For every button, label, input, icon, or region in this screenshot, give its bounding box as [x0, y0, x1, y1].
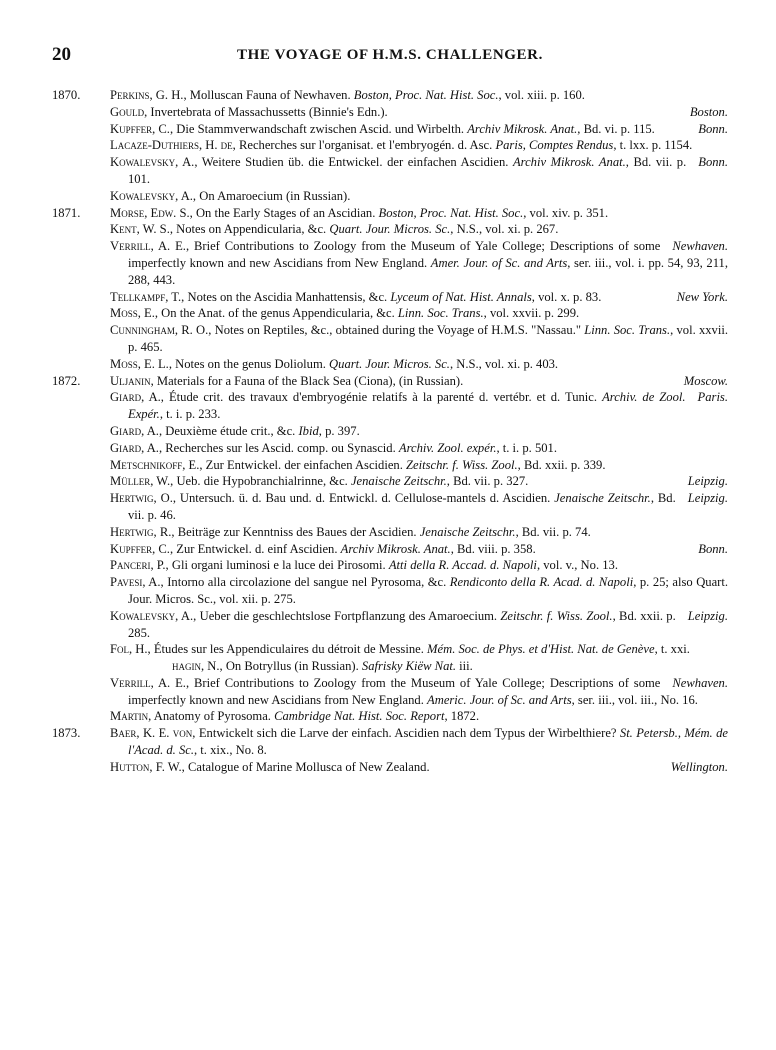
entry-body: [110, 322, 728, 356]
entry-citation: , Bd. xxii. p. 339.: [517, 457, 606, 472]
entry-citation: , vol. xxvii. p. 299.: [483, 306, 580, 321]
entry-citation: , t. xxi.: [654, 642, 690, 657]
entry-source: Quart. Jour. Micros. Sc.: [329, 222, 451, 237]
entry-title: Zur Entwickel. d. einf Ascidien.: [173, 541, 341, 556]
entry-body: [110, 641, 728, 658]
entry-source: Americ. Jour. of Sc. and Arts: [427, 692, 572, 707]
entry-author: Verrill, A. E.,: [110, 675, 190, 690]
bibliography-entry: [52, 356, 728, 373]
entry-body: [110, 524, 728, 541]
entry-place: Bonn.: [698, 121, 728, 136]
bibliography-entry: [52, 641, 728, 658]
bibliography-entry: [52, 759, 728, 776]
entry-place: Newhaven.: [672, 239, 728, 254]
bibliography-entry: [52, 137, 728, 154]
entry-body: [110, 87, 728, 104]
entry-year: 1870.: [52, 88, 81, 102]
entry-citation: , vol. v., No. 13.: [536, 558, 618, 573]
entry-body: [110, 557, 728, 574]
entry-author: Fol, H.,: [110, 642, 151, 657]
bibliography-entry: [52, 389, 728, 423]
entry-source: Cambridge Nat. Hist. Soc. Report: [274, 709, 445, 724]
entry-body: [110, 675, 728, 709]
entry-source: Rendiconto della R. Acad. d. Napoli: [449, 575, 634, 590]
entry-title: Études sur les Appendiculaires du détroit de Messine.: [150, 642, 428, 657]
bibliography-entry: [52, 238, 728, 288]
entry-body: [110, 457, 728, 474]
entry-place: New York.: [676, 289, 728, 304]
entry-citation: , N.S., vol. xi. p. 267.: [450, 222, 559, 237]
bibliography-entry: [52, 541, 728, 558]
entry-author: Kupffer, C.,: [110, 121, 174, 136]
entry-citation: , t. xix., No. 8.: [194, 743, 267, 758]
entry-title: Notes on the Ascidia Manhattensis, &c.: [184, 289, 391, 304]
entry-title: Ueber die geschlechtslose Fortpflanzung des Amaroecium.: [196, 608, 501, 623]
entry-author: Verrill, A. E.,: [110, 239, 190, 254]
entry-citation: , Bd. vii. p. 46.: [128, 491, 676, 522]
bibliography-entry: [52, 154, 728, 188]
entry-body: [110, 121, 728, 138]
entry-year: 1871.: [52, 205, 81, 220]
entry-source: Archiv. Zool. expér.: [398, 440, 497, 455]
entry-source: Paris, Comptes Rendus: [495, 138, 614, 153]
entry-author: Giard, A.,: [110, 440, 163, 455]
entry-author: Kupffer, C.,: [110, 541, 174, 556]
entry-author: Gould,: [110, 104, 148, 119]
entry-citation: iii.: [456, 659, 473, 674]
entry-body: [110, 154, 728, 188]
entry-citation: , Bd. viii. p. 358.: [450, 541, 536, 556]
entry-body: [110, 389, 728, 423]
entry-title: Recherches sur l'organisat. et l'embryogén. d. Asc.: [235, 138, 496, 153]
entry-author: Kowalevsky, A.,: [110, 155, 198, 170]
entry-title: Brief Contributions to Zoology from the Museum of Yale College; Descriptions of some imperfectly known and new Ascidians from New England.: [128, 675, 661, 707]
entry-citation: , Bd. vii. p. 101.: [128, 155, 687, 186]
entry-author: Hutton, F. W.,: [110, 759, 185, 774]
entry-body: [110, 708, 728, 725]
bibliography-entry: [52, 725, 728, 759]
entry-author: Cunningham, R. O.,: [110, 323, 212, 338]
entry-citation: , t. lxx. p. 1154.: [613, 138, 693, 153]
entry-title: Notes on Appendicularia, &c.: [173, 222, 330, 237]
entry-source: Zeitschr. f. Wiss. Zool.: [406, 457, 518, 472]
entry-year: 1873.: [52, 726, 81, 741]
entry-citation: , ser. iii., vol. iii., No. 16.: [571, 692, 698, 707]
entry-source: Atti della R. Accad. d. Napoli: [388, 558, 537, 573]
entry-author: Lacaze-Duthiers, H. de,: [110, 138, 236, 153]
bibliography-entry: [52, 121, 728, 138]
entry-author: Baer, K. E. von,: [110, 726, 196, 741]
entry-body: [110, 373, 728, 390]
entry-source: Zeitschr. f. Wiss. Zool.: [500, 608, 613, 623]
entry-title: Deuxième étude crit., &c.: [162, 423, 299, 438]
entry-title: Invertebrata of Massachussetts (Binnie's Edn.).: [147, 104, 388, 119]
entry-citation: , ser. iii., vol. i. pp. 54, 93, 211, 288, 443.: [128, 255, 728, 287]
entry-author: Pavesi, A.,: [110, 575, 164, 590]
entry-title: On the Early Stages of an Ascidian.: [192, 205, 379, 220]
entry-author: Hertwig, R.,: [110, 524, 175, 539]
entry-author: Kowalevsky, A.,: [110, 188, 197, 203]
entry-title: Entwickelt sich die Larve der einfach. Ascidien nach dem Typus der Wirbelthiere?: [195, 726, 620, 741]
bibliography-entry: [52, 557, 728, 574]
entry-title: Beiträge zur Kenntniss des Baues der Ascidien.: [174, 524, 420, 539]
entry-source: Boston, Proc. Nat. Hist. Soc.: [378, 205, 524, 220]
entry-body: [110, 356, 728, 373]
entry-source: Quart. Jour. Micros. Sc.: [329, 356, 450, 371]
entry-title: Intorno alla circolazione del sangue nel Pyrosoma, &c.: [163, 575, 450, 590]
entry-place: Bonn.: [698, 155, 728, 170]
entry-body: [110, 473, 728, 490]
entry-source: Safrisky Kiëw Nat.: [361, 659, 457, 674]
entry-author: Tellkampf, T.,: [110, 289, 185, 304]
entry-citation: , vol. xxvii. p. 465.: [128, 323, 728, 354]
entry-citation: , Bd. vii. p. 327.: [446, 474, 529, 489]
entry-author: Giard, A.,: [110, 390, 164, 405]
entry-place: Boston.: [689, 104, 728, 119]
entry-citation: , t. i. p. 501.: [496, 440, 557, 455]
entry-source: Boston, Proc. Nat. Hist. Soc.: [353, 88, 499, 102]
entry-title: Zur Entwickel. der einfachen Ascidien.: [202, 457, 407, 472]
entry-body: [110, 221, 728, 238]
entry-source: Jenaische Zeitschr.: [350, 474, 447, 489]
entry-title: Étude crit. des travaux d'embryogénie relatifs à la parenté d. vertébr. et d. Tunic.: [163, 390, 603, 405]
entry-citation: , p. 25; also Quart. Jour. Micros. Sc., vol. xii. p. 275.: [128, 575, 729, 606]
entry-body: [110, 188, 728, 205]
entry-body: [110, 423, 728, 440]
entry-place: Wellington.: [670, 759, 728, 774]
entry-source: Archiv. de Zool. Expér.: [128, 390, 686, 422]
entry-citation: , vol. xiv. p. 351.: [523, 205, 609, 220]
bibliography-entry: [52, 87, 728, 104]
entry-source: Lyceum of Nat. Hist. Annals: [390, 289, 532, 304]
entry-body: [110, 305, 728, 322]
entry-year: 1872.: [52, 373, 81, 388]
entry-author: Morse, Edw. S.,: [110, 205, 193, 220]
entry-body: [110, 541, 728, 558]
entry-body: [110, 205, 728, 222]
bibliography-entry: [52, 457, 728, 474]
entry-place: Bonn.: [698, 541, 728, 556]
bibliography-entry: [52, 708, 728, 725]
entry-title: Gli organi luminosi e la luce dei Pirosomi.: [168, 558, 389, 573]
entry-body: [110, 725, 728, 759]
entry-title: On Amaroecium (in Russian).: [196, 188, 351, 203]
entry-author: Moss, E. L.,: [110, 356, 172, 371]
bibliography-entry: [52, 104, 728, 121]
entry-author: Hertwig, O.,: [110, 491, 176, 506]
entry-citation: , t. i. p. 233.: [159, 407, 221, 422]
entry-place: Paris.: [697, 390, 728, 405]
entry-citation: , N.S., vol. xi. p. 403.: [449, 356, 559, 371]
entry-title: Notes on the genus Doliolum.: [171, 356, 330, 371]
bibliography-entry: [52, 675, 728, 709]
bibliography-entry: [52, 574, 728, 608]
entry-body: [110, 574, 728, 608]
entry-source: Archiv Mikrosk. Anat.: [467, 121, 578, 136]
entry-source: Linn. Soc. Trans.: [397, 306, 484, 321]
entry-body: [110, 759, 728, 776]
entry-citation: , 1872.: [444, 709, 480, 724]
page-header: [52, 44, 728, 68]
bibliography-entry: [52, 490, 728, 524]
entry-source: Archiv Mikrosk. Anat.: [512, 155, 626, 170]
entry-title: Materials for a Fauna of the Black Sea (Ciona), (in Russian).: [153, 373, 464, 388]
entry-title: On the Anat. of the genus Appendicularia, &c.: [158, 306, 398, 321]
entry-source: St. Petersb., Mém. de l'Acad. d. Sc.: [128, 726, 728, 758]
entry-title: Anatomy of Pyrosoma.: [151, 709, 275, 724]
entry-title: Recherches sur les Ascid. comp. ou Synascid.: [162, 440, 399, 455]
entry-source: Ibid: [298, 423, 319, 438]
entry-author: Giard, A.,: [110, 423, 163, 438]
entry-author: Metschnikoff, E.,: [110, 457, 203, 472]
bibliography-entry: [52, 305, 728, 322]
page-number: 20: [52, 44, 71, 65]
entry-citation: , Bd. vi. p. 115.: [577, 121, 655, 136]
entry-author: Kent, W. S.,: [110, 222, 173, 237]
entry-title: On Botryllus (in Russian).: [222, 659, 362, 674]
entry-body: [110, 289, 728, 306]
bibliography-entry: [52, 205, 728, 222]
entry-citation: , Bd. xxii. p. 285.: [128, 608, 676, 640]
bibliography-entry: [52, 473, 728, 490]
bibliography-entry: [52, 188, 728, 205]
entry-place: Leipzig.: [687, 474, 728, 489]
entry-place: Leipzig.: [687, 608, 728, 623]
bibliography-entry: [52, 608, 728, 642]
entry-author: Uljanin,: [110, 373, 154, 388]
entry-body: [110, 440, 728, 457]
entry-body: [110, 238, 728, 288]
entry-source: Amer. Jour. of Sc. and Arts: [430, 255, 568, 270]
entry-body: [110, 608, 728, 642]
entry-title: Weitere Studien üb. die Entwickel. der einfachen Ascidien.: [197, 155, 513, 170]
entry-citation: , vol. xiii. p. 160.: [498, 88, 585, 102]
entry-place: Moscow.: [683, 373, 728, 388]
running-title: THE VOYAGE OF H.M.S. CHALLENGER.: [237, 47, 543, 63]
entry-title: Die Stammverwandschaft zwischen Ascid. und Wirbelth.: [173, 121, 468, 136]
bibliography-entry: [52, 658, 728, 675]
bibliography-entry: [52, 524, 728, 541]
entry-citation: , vol. x. p. 83.: [531, 289, 602, 304]
entry-title: Untersuch. ü. d. Bau und. d. Entwickl. d. Cellulose-mantels d. Ascidien.: [176, 491, 555, 506]
entry-body: [110, 137, 728, 154]
bibliography-list: [52, 87, 728, 776]
entry-source: Linn. Soc. Trans.: [584, 323, 671, 338]
entry-place: Newhaven.: [672, 675, 728, 690]
entry-body: [110, 104, 728, 121]
entry-body: [110, 658, 728, 675]
entry-citation: , Bd. vii. p. 74.: [515, 524, 591, 539]
entry-author: Martin,: [110, 709, 152, 724]
bibliography-entry: [52, 289, 728, 306]
entry-title: Brief Contributions to Zoology from the Museum of Yale College; Descriptions of some imperfectly known and new Ascidians from New England.: [128, 239, 661, 270]
entry-place: Leipzig.: [687, 491, 728, 506]
entry-body: [110, 490, 728, 524]
entry-source: Jenaische Zeitschr.: [554, 491, 651, 506]
entry-author: Panceri, P.,: [110, 558, 169, 573]
entry-author: Perkins, G. H.,: [110, 88, 187, 102]
entry-title: Molluscan Fauna of Newhaven.: [186, 88, 354, 102]
entry-title: Ueb. die Hypobranchialrinne, &c.: [173, 474, 351, 489]
entry-author: Moss, E.,: [110, 306, 158, 321]
entry-source: Archiv Mikrosk. Anat.: [340, 541, 451, 556]
entry-author: Kowalevsky, A.,: [110, 608, 197, 623]
entry-source: Mém. Soc. de Phys. et d'Hist. Nat. de Genève: [427, 642, 655, 657]
bibliography-entry: [52, 322, 728, 356]
entry-citation: , p. 397.: [318, 423, 360, 438]
bibliography-entry: [52, 440, 728, 457]
entry-author: hagin, N.,: [172, 659, 223, 674]
bibliography-entry: [52, 423, 728, 440]
bibliography-entry: [52, 373, 728, 390]
entry-source: Jenaische Zeitschr.: [419, 524, 516, 539]
entry-title: Catalogue of Marine Mollusca of New Zealand.: [184, 759, 430, 774]
bibliography-entry: [52, 221, 728, 238]
entry-author: Müller, W.,: [110, 474, 174, 489]
entry-title: Notes on Reptiles, &c., obtained during the Voyage of H.M.S. "Nassau.": [211, 323, 585, 338]
